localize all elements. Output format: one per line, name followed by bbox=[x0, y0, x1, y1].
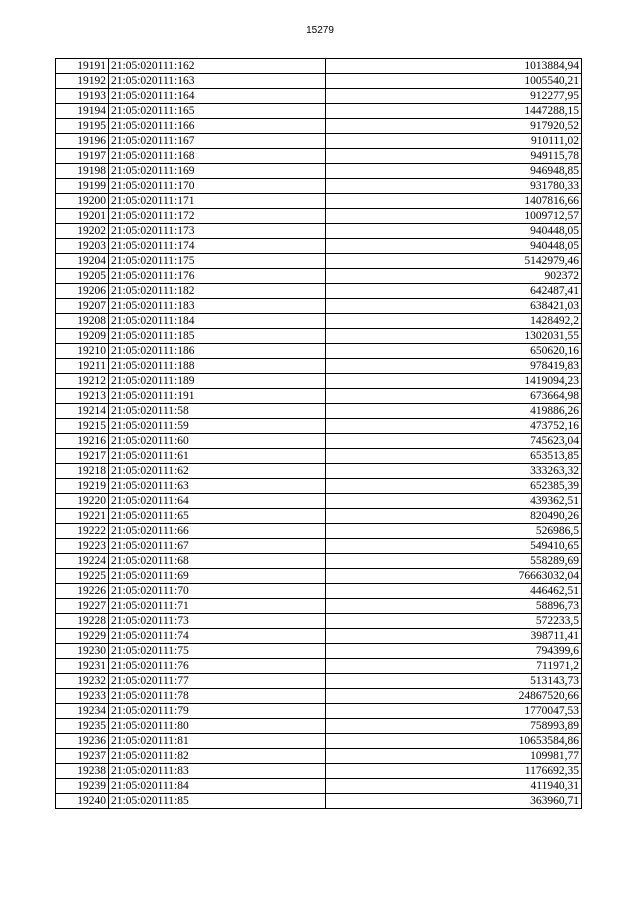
cadastral-value-cell: 411940,31 bbox=[326, 779, 582, 794]
row-number-cell: 19223 bbox=[56, 539, 109, 554]
cadastral-value-cell: 949115,78 bbox=[326, 149, 582, 164]
cadastral-number-cell: 21:05:020111:171 bbox=[109, 194, 326, 209]
table-row bbox=[56, 284, 582, 299]
row-number-cell: 19193 bbox=[56, 89, 109, 104]
cadastral-number-cell: 21:05:020111:84 bbox=[109, 779, 326, 794]
row-number-cell: 19198 bbox=[56, 164, 109, 179]
row-number-cell: 19207 bbox=[56, 299, 109, 314]
cadastral-number-cell: 21:05:020111:182 bbox=[109, 284, 326, 299]
cadastral-number-cell: 21:05:020111:77 bbox=[109, 674, 326, 689]
table-row bbox=[56, 299, 582, 314]
cadastral-value-cell: 652385,39 bbox=[326, 479, 582, 494]
cadastral-value-cell: 650620,16 bbox=[326, 344, 582, 359]
table-row bbox=[56, 644, 582, 659]
row-number-cell: 19227 bbox=[56, 599, 109, 614]
row-number-cell: 19224 bbox=[56, 554, 109, 569]
row-number-cell: 19236 bbox=[56, 734, 109, 749]
cadastral-value-cell: 10653584,86 bbox=[326, 734, 582, 749]
table-row bbox=[56, 344, 582, 359]
row-number-cell: 19199 bbox=[56, 179, 109, 194]
table-row bbox=[56, 659, 582, 674]
row-number-cell: 19238 bbox=[56, 764, 109, 779]
row-number-cell: 19206 bbox=[56, 284, 109, 299]
cadastral-value-cell: 76663032,04 bbox=[326, 569, 582, 584]
cadastral-number-cell: 21:05:020111:164 bbox=[109, 89, 326, 104]
cadastral-value-cell: 473752,16 bbox=[326, 419, 582, 434]
table-row bbox=[56, 404, 582, 419]
cadastral-value-table bbox=[55, 58, 582, 809]
table-row bbox=[56, 314, 582, 329]
row-number-cell: 19226 bbox=[56, 584, 109, 599]
row-number-cell: 19196 bbox=[56, 134, 109, 149]
row-number-cell: 19225 bbox=[56, 569, 109, 584]
row-number-cell: 19211 bbox=[56, 359, 109, 374]
cadastral-value-cell: 931780,33 bbox=[326, 179, 582, 194]
cadastral-number-cell: 21:05:020111:78 bbox=[109, 689, 326, 704]
cadastral-value-cell: 820490,26 bbox=[326, 509, 582, 524]
row-number-cell: 19212 bbox=[56, 374, 109, 389]
cadastral-number-cell: 21:05:020111:64 bbox=[109, 494, 326, 509]
cadastral-number-cell: 21:05:020111:169 bbox=[109, 164, 326, 179]
row-number-cell: 19209 bbox=[56, 329, 109, 344]
cadastral-number-cell: 21:05:020111:62 bbox=[109, 464, 326, 479]
cadastral-value-cell: 333263,32 bbox=[326, 464, 582, 479]
table-row bbox=[56, 104, 582, 119]
cadastral-value-cell: 58896,73 bbox=[326, 599, 582, 614]
cadastral-number-cell: 21:05:020111:168 bbox=[109, 149, 326, 164]
table-row bbox=[56, 719, 582, 734]
cadastral-value-cell: 5142979,46 bbox=[326, 254, 582, 269]
cadastral-number-cell: 21:05:020111:176 bbox=[109, 269, 326, 284]
row-number-cell: 19235 bbox=[56, 719, 109, 734]
table-row bbox=[56, 89, 582, 104]
cadastral-number-cell: 21:05:020111:73 bbox=[109, 614, 326, 629]
cadastral-value-cell: 549410,65 bbox=[326, 539, 582, 554]
table-body bbox=[56, 59, 582, 809]
cadastral-number-cell: 21:05:020111:175 bbox=[109, 254, 326, 269]
cadastral-value-cell: 398711,41 bbox=[326, 629, 582, 644]
row-number-cell: 19231 bbox=[56, 659, 109, 674]
table-row bbox=[56, 359, 582, 374]
table-row bbox=[56, 539, 582, 554]
cadastral-number-cell: 21:05:020111:188 bbox=[109, 359, 326, 374]
cadastral-number-cell: 21:05:020111:165 bbox=[109, 104, 326, 119]
cadastral-value-cell: 1428492,2 bbox=[326, 314, 582, 329]
cadastral-number-cell: 21:05:020111:81 bbox=[109, 734, 326, 749]
table-row bbox=[56, 734, 582, 749]
cadastral-number-cell: 21:05:020111:83 bbox=[109, 764, 326, 779]
cadastral-value-cell: 940448,05 bbox=[326, 239, 582, 254]
cadastral-value-cell: 558289,69 bbox=[326, 554, 582, 569]
cadastral-value-cell: 978419,83 bbox=[326, 359, 582, 374]
row-number-cell: 19221 bbox=[56, 509, 109, 524]
cadastral-value-cell: 711971,2 bbox=[326, 659, 582, 674]
cadastral-value-cell: 363960,71 bbox=[326, 794, 582, 809]
cadastral-number-cell: 21:05:020111:61 bbox=[109, 449, 326, 464]
table-row bbox=[56, 764, 582, 779]
cadastral-number-cell: 21:05:020111:163 bbox=[109, 74, 326, 89]
cadastral-value-cell: 912277,95 bbox=[326, 89, 582, 104]
table-row bbox=[56, 494, 582, 509]
table-row bbox=[56, 569, 582, 584]
cadastral-number-cell: 21:05:020111:59 bbox=[109, 419, 326, 434]
table-row bbox=[56, 434, 582, 449]
cadastral-value-cell: 1407816,66 bbox=[326, 194, 582, 209]
row-number-cell: 19228 bbox=[56, 614, 109, 629]
cadastral-number-cell: 21:05:020111:186 bbox=[109, 344, 326, 359]
cadastral-number-cell: 21:05:020111:68 bbox=[109, 554, 326, 569]
cadastral-value-cell: 1009712,57 bbox=[326, 209, 582, 224]
cadastral-number-cell: 21:05:020111:172 bbox=[109, 209, 326, 224]
table-row bbox=[56, 269, 582, 284]
row-number-cell: 19239 bbox=[56, 779, 109, 794]
table-row bbox=[56, 329, 582, 344]
row-number-cell: 19237 bbox=[56, 749, 109, 764]
cadastral-number-cell: 21:05:020111:189 bbox=[109, 374, 326, 389]
row-number-cell: 19202 bbox=[56, 224, 109, 239]
cadastral-number-cell: 21:05:020111:174 bbox=[109, 239, 326, 254]
row-number-cell: 19204 bbox=[56, 254, 109, 269]
cadastral-value-cell: 902372 bbox=[326, 269, 582, 284]
table-row bbox=[56, 704, 582, 719]
cadastral-number-cell: 21:05:020111:67 bbox=[109, 539, 326, 554]
cadastral-value-cell: 572233,5 bbox=[326, 614, 582, 629]
cadastral-number-cell: 21:05:020111:162 bbox=[109, 59, 326, 74]
table-row bbox=[56, 59, 582, 74]
row-number-cell: 19214 bbox=[56, 404, 109, 419]
table-row bbox=[56, 254, 582, 269]
table-row bbox=[56, 614, 582, 629]
cadastral-value-cell: 758993,89 bbox=[326, 719, 582, 734]
cadastral-number-cell: 21:05:020111:80 bbox=[109, 719, 326, 734]
page-number: 15279 bbox=[306, 25, 334, 36]
table-row bbox=[56, 419, 582, 434]
cadastral-number-cell: 21:05:020111:191 bbox=[109, 389, 326, 404]
table-row bbox=[56, 749, 582, 764]
table-row bbox=[56, 134, 582, 149]
cadastral-value-cell: 1770047,53 bbox=[326, 704, 582, 719]
table-row bbox=[56, 74, 582, 89]
cadastral-number-cell: 21:05:020111:58 bbox=[109, 404, 326, 419]
cadastral-value-cell: 419886,26 bbox=[326, 404, 582, 419]
cadastral-value-cell: 638421,03 bbox=[326, 299, 582, 314]
cadastral-value-cell: 917920,52 bbox=[326, 119, 582, 134]
cadastral-value-cell: 1419094,23 bbox=[326, 374, 582, 389]
table-row bbox=[56, 584, 582, 599]
cadastral-number-cell: 21:05:020111:183 bbox=[109, 299, 326, 314]
cadastral-value-cell: 446462,51 bbox=[326, 584, 582, 599]
table-row bbox=[56, 389, 582, 404]
cadastral-number-cell: 21:05:020111:167 bbox=[109, 134, 326, 149]
table-row bbox=[56, 239, 582, 254]
cadastral-value-cell: 1176692,35 bbox=[326, 764, 582, 779]
row-number-cell: 19201 bbox=[56, 209, 109, 224]
cadastral-number-cell: 21:05:020111:170 bbox=[109, 179, 326, 194]
row-number-cell: 19191 bbox=[56, 59, 109, 74]
table-row bbox=[56, 149, 582, 164]
table-row bbox=[56, 779, 582, 794]
table-row bbox=[56, 449, 582, 464]
row-number-cell: 19197 bbox=[56, 149, 109, 164]
row-number-cell: 19216 bbox=[56, 434, 109, 449]
cadastral-value-cell: 745623,04 bbox=[326, 434, 582, 449]
table-row bbox=[56, 224, 582, 239]
cadastral-number-cell: 21:05:020111:71 bbox=[109, 599, 326, 614]
cadastral-value-cell: 24867520,66 bbox=[326, 689, 582, 704]
row-number-cell: 19220 bbox=[56, 494, 109, 509]
row-number-cell: 19213 bbox=[56, 389, 109, 404]
cadastral-value-cell: 910111,02 bbox=[326, 134, 582, 149]
table-row bbox=[56, 689, 582, 704]
cadastral-number-cell: 21:05:020111:173 bbox=[109, 224, 326, 239]
cadastral-number-cell: 21:05:020111:75 bbox=[109, 644, 326, 659]
table-row bbox=[56, 674, 582, 689]
cadastral-number-cell: 21:05:020111:74 bbox=[109, 629, 326, 644]
table-row bbox=[56, 374, 582, 389]
row-number-cell: 19205 bbox=[56, 269, 109, 284]
row-number-cell: 19203 bbox=[56, 239, 109, 254]
cadastral-value-cell: 109981,77 bbox=[326, 749, 582, 764]
cadastral-value-cell: 940448,05 bbox=[326, 224, 582, 239]
cadastral-number-cell: 21:05:020111:82 bbox=[109, 749, 326, 764]
row-number-cell: 19232 bbox=[56, 674, 109, 689]
cadastral-value-cell: 946948,85 bbox=[326, 164, 582, 179]
row-number-cell: 19217 bbox=[56, 449, 109, 464]
row-number-cell: 19218 bbox=[56, 464, 109, 479]
cadastral-number-cell: 21:05:020111:79 bbox=[109, 704, 326, 719]
row-number-cell: 19240 bbox=[56, 794, 109, 809]
cadastral-number-cell: 21:05:020111:63 bbox=[109, 479, 326, 494]
cadastral-number-cell: 21:05:020111:69 bbox=[109, 569, 326, 584]
row-number-cell: 19234 bbox=[56, 704, 109, 719]
table-row bbox=[56, 464, 582, 479]
table-row bbox=[56, 194, 582, 209]
table-row bbox=[56, 479, 582, 494]
table-row bbox=[56, 209, 582, 224]
row-number-cell: 19215 bbox=[56, 419, 109, 434]
row-number-cell: 19192 bbox=[56, 74, 109, 89]
row-number-cell: 19230 bbox=[56, 644, 109, 659]
cadastral-value-cell: 1013884,94 bbox=[326, 59, 582, 74]
row-number-cell: 19222 bbox=[56, 524, 109, 539]
cadastral-value-cell: 653513,85 bbox=[326, 449, 582, 464]
cadastral-value-cell: 794399,6 bbox=[326, 644, 582, 659]
row-number-cell: 19233 bbox=[56, 689, 109, 704]
cadastral-value-cell: 1005540,21 bbox=[326, 74, 582, 89]
table-row bbox=[56, 524, 582, 539]
cadastral-value-cell: 673664,98 bbox=[326, 389, 582, 404]
table-row bbox=[56, 164, 582, 179]
table-row bbox=[56, 179, 582, 194]
cadastral-value-cell: 1302031,55 bbox=[326, 329, 582, 344]
cadastral-value-cell: 513143,73 bbox=[326, 674, 582, 689]
table-row bbox=[56, 794, 582, 809]
table-row bbox=[56, 119, 582, 134]
cadastral-number-cell: 21:05:020111:60 bbox=[109, 434, 326, 449]
cadastral-number-cell: 21:05:020111:85 bbox=[109, 794, 326, 809]
row-number-cell: 19195 bbox=[56, 119, 109, 134]
row-number-cell: 19219 bbox=[56, 479, 109, 494]
row-number-cell: 19229 bbox=[56, 629, 109, 644]
row-number-cell: 19200 bbox=[56, 194, 109, 209]
cadastral-number-cell: 21:05:020111:185 bbox=[109, 329, 326, 344]
table-row bbox=[56, 509, 582, 524]
cadastral-value-cell: 439362,51 bbox=[326, 494, 582, 509]
cadastral-value-cell: 526986,5 bbox=[326, 524, 582, 539]
cadastral-number-cell: 21:05:020111:66 bbox=[109, 524, 326, 539]
cadastral-value-cell: 642487,41 bbox=[326, 284, 582, 299]
cadastral-number-cell: 21:05:020111:70 bbox=[109, 584, 326, 599]
table-row bbox=[56, 629, 582, 644]
row-number-cell: 19210 bbox=[56, 344, 109, 359]
row-number-cell: 19208 bbox=[56, 314, 109, 329]
cadastral-value-cell: 1447288,15 bbox=[326, 104, 582, 119]
cadastral-number-cell: 21:05:020111:184 bbox=[109, 314, 326, 329]
row-number-cell: 19194 bbox=[56, 104, 109, 119]
table-row bbox=[56, 599, 582, 614]
table-row bbox=[56, 554, 582, 569]
cadastral-number-cell: 21:05:020111:76 bbox=[109, 659, 326, 674]
cadastral-number-cell: 21:05:020111:65 bbox=[109, 509, 326, 524]
cadastral-number-cell: 21:05:020111:166 bbox=[109, 119, 326, 134]
